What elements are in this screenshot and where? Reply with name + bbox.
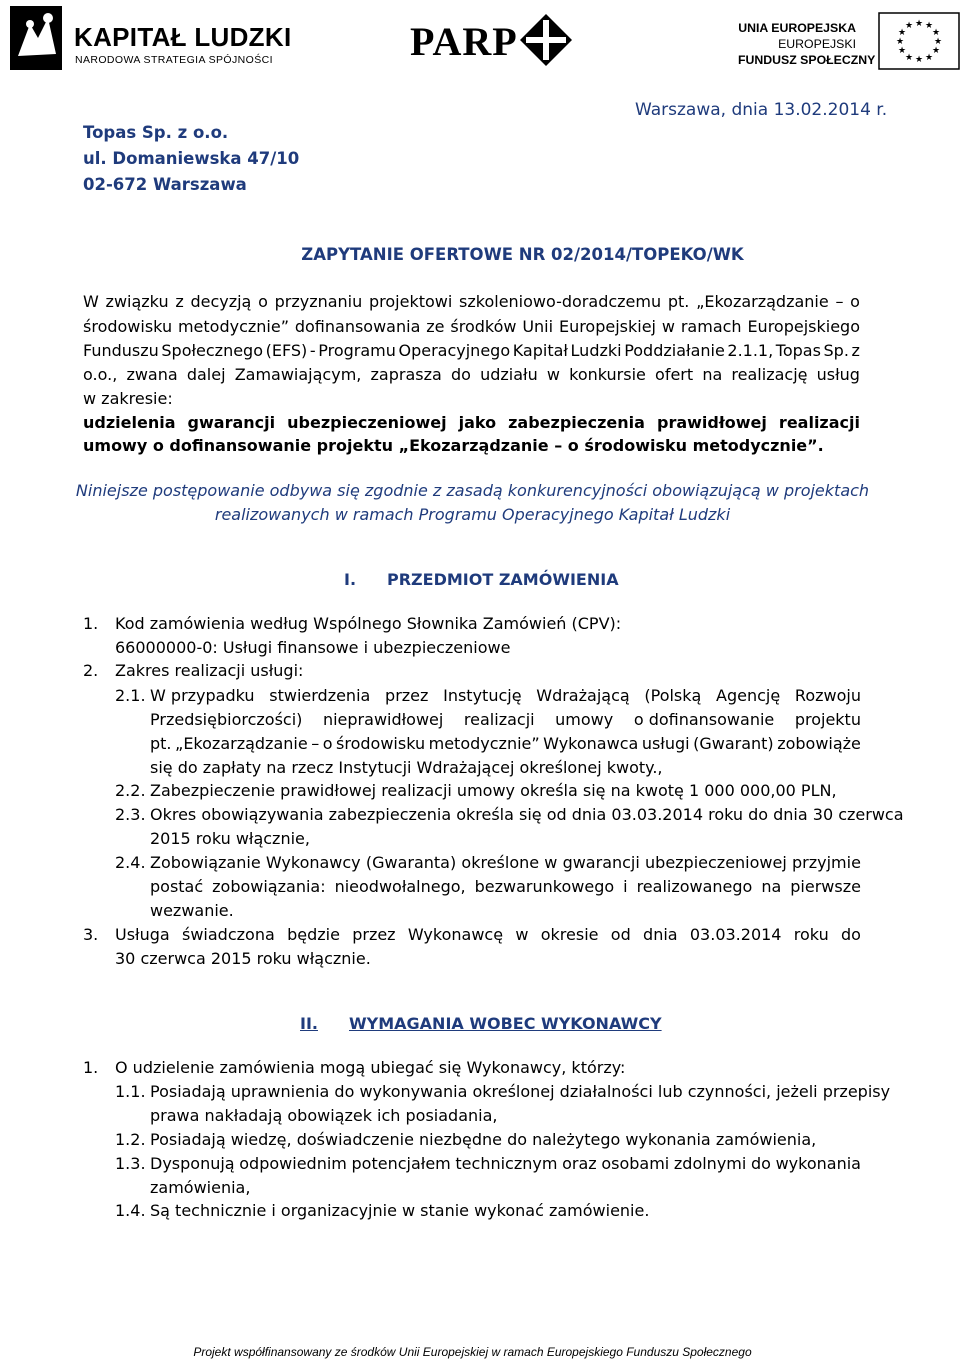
intro-line-6 (83, 413, 860, 432)
word: realizowanego (636, 877, 753, 896)
word: pt. (150, 734, 172, 753)
parp-logo (410, 10, 570, 70)
s1-p1-number: 1. (83, 614, 99, 633)
word: Unii (522, 317, 554, 336)
word: o (258, 292, 268, 311)
word: realizację (731, 365, 808, 384)
eu-efs-logo (738, 12, 960, 72)
word: nieprawidłowej (322, 710, 444, 729)
intro-line-4 (83, 365, 860, 384)
word: usług (816, 365, 860, 384)
word: projektu (794, 710, 861, 729)
s2-p11-line-2: prawa nakładają obowiązek ich posiadania, (150, 1106, 498, 1125)
word: gwarancji (562, 853, 640, 872)
word: Zamawiającym, (234, 365, 362, 384)
word: o (850, 292, 860, 311)
word: Kapitał (512, 341, 568, 360)
intro-line-5: w zakresie: (83, 389, 173, 408)
section-2-number: II. (300, 1014, 318, 1033)
parp-diamond-icon (518, 12, 574, 68)
word: Programu (318, 341, 396, 360)
s2-p11-number: 1.1. (115, 1082, 146, 1101)
word: o.o., (83, 365, 118, 384)
kapital-ludzki-emblem-icon (8, 4, 68, 74)
word: Sp. (823, 341, 849, 360)
word: stwierdzenia (269, 686, 371, 705)
word: okresie (540, 925, 599, 944)
word: decyzją (190, 292, 252, 311)
s1-p21-line-1 (150, 686, 861, 705)
address-line-2: ul. Domaniewska 47/10 (83, 149, 300, 168)
s1-p21-number: 2.1. (115, 686, 146, 705)
word: i (623, 877, 628, 896)
word: środowisku (336, 734, 426, 753)
s1-p23-line-1: Okres obowiązywania zabezpieczenia określa się od dnia 03.03.2014 roku do dnia 30 czerwca (150, 805, 904, 824)
word: zobowiąże (777, 734, 861, 753)
word: środków (450, 317, 517, 336)
address-line-1: Topas Sp. z o.o. (83, 123, 229, 142)
svg-text:★: ★ (904, 53, 914, 63)
word: Dysponują (150, 1154, 235, 1173)
word: Zobowiązanie (150, 853, 261, 872)
svg-text:★: ★ (897, 46, 907, 56)
word: W przypadku (150, 686, 255, 705)
word: - (309, 341, 316, 360)
word: do (750, 1154, 771, 1173)
word: prawidłowej (656, 413, 767, 432)
word: W (83, 292, 99, 311)
word: metodycznie” (177, 317, 289, 336)
section-2-title: WYMAGANIA WOBEC WYKONAWCY (349, 1014, 662, 1033)
word: ubezpieczeniowej (287, 413, 447, 432)
s1-p22-number: 2.2. (115, 781, 146, 800)
word: do (450, 365, 471, 384)
kapital-ludzki-subtitle: NARODOWA STRATEGIA SPÓJNOŚCI (75, 54, 273, 66)
word: przyznaniu (274, 292, 363, 311)
svg-text:★: ★ (914, 55, 924, 65)
word: Wykonawcy (265, 853, 361, 872)
word: przez (385, 686, 429, 705)
word: Rozwoju (794, 686, 861, 705)
word: udzielenia (83, 413, 176, 432)
eu-flag-icon (878, 12, 960, 70)
s2-p11-line-1: Posiadają uprawnienia do wykonywania określonej działalności lub czynności, jeżeli przepisy (150, 1082, 891, 1101)
word: realizacji (463, 710, 535, 729)
kapital-ludzki-logo (8, 4, 292, 74)
parp-wordmark: PARP (410, 19, 518, 64)
word: projektowi (368, 292, 453, 311)
s1-p24-number: 2.4. (115, 853, 146, 872)
s2-p13-line-2: zamówienia, (150, 1178, 251, 1197)
word: Europejskiego (747, 317, 860, 336)
intro-line-1 (83, 292, 860, 311)
s1-p3-line-1 (115, 925, 861, 944)
word: oraz (562, 1154, 597, 1173)
word: potencjałem (351, 1154, 451, 1173)
word: 2.1.1, (727, 341, 774, 360)
svg-text:★: ★ (933, 37, 943, 47)
section-1-number: I. (344, 570, 357, 589)
word: „Ekozarządzanie (175, 734, 308, 753)
s1-p23-line-2: 2015 roku włącznie, (150, 829, 310, 848)
word: Operacyjnego (398, 341, 511, 360)
word: – (835, 292, 844, 311)
intro-line-2 (83, 317, 860, 336)
word: roku (793, 925, 829, 944)
word: szkoleniowo-doradczemu (459, 292, 662, 311)
s1-p21-line-3 (150, 734, 861, 753)
intro-line-7: umowy o dofinansowanie projektu „Ekozarządzanie – o środowisku metodycznie”. (83, 436, 824, 455)
word: – (311, 734, 320, 753)
s2-p14-number: 1.4. (115, 1201, 146, 1220)
word: 03.03.2014 (689, 925, 782, 944)
word: realizacji (778, 413, 860, 432)
word: wykonania (775, 1154, 861, 1173)
word: zabezpieczenia (508, 413, 645, 432)
word: ramach (680, 317, 742, 336)
word: umowy (555, 710, 614, 729)
word: zobowiązania: (212, 877, 326, 896)
word: usługi (641, 734, 690, 753)
eu-line-3: FUNDUSZ SPOŁECZNY (738, 53, 876, 67)
document-date: Warszawa, dnia 13.02.2014 r. (635, 100, 888, 120)
word: przyjmie (791, 853, 861, 872)
word: konkursie (569, 365, 646, 384)
svg-text:★: ★ (931, 46, 941, 56)
word: nieodwołalnego, (334, 877, 466, 896)
s1-p24-line-2 (150, 877, 861, 896)
s1-p3-number: 3. (83, 925, 99, 944)
svg-text:★: ★ (897, 28, 907, 38)
word: dofinansowania (294, 317, 421, 336)
word: (EFS) (265, 341, 308, 360)
word: ubezpieczeniowej (645, 853, 787, 872)
s1-p2-number: 2. (83, 661, 99, 680)
svg-text:★: ★ (904, 21, 914, 31)
section-1-title: PRZEDMIOT ZAMÓWIENIA (387, 570, 619, 589)
intro-line-3 (83, 341, 860, 360)
s2-p1-number: 1. (83, 1058, 99, 1077)
word: jako (458, 413, 497, 432)
word: w (515, 925, 529, 944)
s1-p21-line-4: się do zapłaty na rzecz Instytucji Wdrażającej określonej kwoty., (150, 758, 663, 777)
word: od (610, 925, 631, 944)
s1-p1-line-2: 66000000-0: Usługi finansowe i ubezpieczeniowe (115, 638, 511, 657)
s1-p22-line-1: Zabezpieczenie prawidłowej realizacji umowy określa się na kwotę 1 000 000,00 PLN, (150, 781, 837, 800)
word: bezwarunkowego (474, 877, 615, 896)
word: zwana (126, 365, 178, 384)
word: gwarancji (187, 413, 276, 432)
word: określone (461, 853, 540, 872)
word: udziału (480, 365, 538, 384)
word: postać (150, 877, 204, 896)
kapital-ludzki-title: KAPITAŁ LUDZKI (74, 22, 292, 52)
word: zaprasza (370, 365, 442, 384)
word: (Gwarant) (693, 734, 774, 753)
svg-text:★: ★ (895, 37, 905, 47)
s2-p13-line-1 (150, 1154, 861, 1173)
word: Wdrażającą (536, 686, 630, 705)
s2-p12-number: 1.2. (115, 1130, 146, 1149)
word: Usługa (115, 925, 170, 944)
word: zdolnymi (673, 1154, 747, 1173)
word: ofert (655, 365, 694, 384)
word: pierwsze (790, 877, 861, 896)
word: do (841, 925, 861, 944)
word: Wykonawcę (407, 925, 504, 944)
s1-p1-line-1: Kod zamówienia według Wspólnego Słownika Zamówień (CPV): (115, 614, 622, 633)
word: pt. (667, 292, 690, 311)
s2-p12-line-1: Posiadają wiedzę, doświadczenie niezbędne do należytego wykonania zamówienia, (150, 1130, 817, 1149)
s1-p2-line-1: Zakres realizacji usługi: (115, 661, 304, 680)
word: Europejskiej (558, 317, 656, 336)
word: Poddziałanie (624, 341, 725, 360)
s2-p14-line-1: Są technicznie i organizacyjnie w stanie wykonać zamówienie. (150, 1201, 650, 1220)
word: środowisku (83, 317, 173, 336)
word: odpowiednim (239, 1154, 347, 1173)
s1-p21-line-2 (150, 710, 861, 729)
document-title: ZAPYTANIE OFERTOWE NR 02/2014/TOPEKO/WK (301, 245, 744, 264)
word: (Polską (644, 686, 702, 705)
s1-p3-line-2: 30 czerwca 2015 roku włącznie. (115, 949, 371, 968)
word: „Ekozarządzanie (696, 292, 829, 311)
recipient-address (83, 120, 299, 198)
s1-p24-line-1 (150, 853, 861, 872)
word: z (851, 341, 860, 360)
word: o dofinansowanie (633, 710, 775, 729)
word: będzie (287, 925, 340, 944)
word: Funduszu (83, 341, 159, 360)
word: z (175, 292, 184, 311)
word: świadczona (182, 925, 275, 944)
s1-p23-number: 2.3. (115, 805, 146, 824)
word: dnia (643, 925, 678, 944)
address-line-3: 02-672 Warszawa (83, 175, 247, 194)
word: o (322, 734, 333, 753)
svg-text:★: ★ (924, 53, 934, 63)
eu-line-2: EUROPEJSKI (778, 37, 856, 51)
word: technicznym (455, 1154, 558, 1173)
svg-text:★: ★ (914, 19, 924, 29)
svg-text:★: ★ (931, 28, 941, 38)
word: (Gwaranta) (365, 853, 457, 872)
eu-line-1: UNIA EUROPEJSKA (738, 21, 856, 35)
s2-p13-number: 1.3. (115, 1154, 146, 1173)
word: dalej (186, 365, 226, 384)
notice-line-1: Niniejsze postępowanie odbywa się zgodnie z zasadą konkurencyjności obowiązującą w projektach (75, 481, 870, 500)
word: przez (352, 925, 396, 944)
s1-p24-line-3: wezwanie. (150, 901, 234, 920)
word: osobami (601, 1154, 670, 1173)
word: Ludzki (570, 341, 622, 360)
word: Społecznego (161, 341, 263, 360)
word: na (702, 365, 723, 384)
word: metodycznie” (428, 734, 540, 753)
word: w (661, 317, 675, 336)
svg-text:★: ★ (924, 21, 934, 31)
word: w (546, 365, 560, 384)
page-footer: Projekt współfinansowany ze środków Unii Europejskiej w ramach Europejskiego Funduszu Społecznego (193, 1345, 752, 1359)
word: związku (105, 292, 169, 311)
word: Instytucję (443, 686, 522, 705)
word: w (544, 853, 558, 872)
word: Przedsiębiorczości) (150, 710, 303, 729)
notice-line-2: realizowanych w ramach Programu Operacyjnego Kapitał Ludzki (214, 505, 731, 524)
word: Topas (775, 341, 821, 360)
word: Wykonawca (543, 734, 639, 753)
word: Agencję (716, 686, 781, 705)
word: na (761, 877, 782, 896)
s2-p1-line-1: O udzielenie zamówienia mogą ubiegać się Wykonawcy, którzy: (115, 1058, 626, 1077)
word: ze (426, 317, 445, 336)
